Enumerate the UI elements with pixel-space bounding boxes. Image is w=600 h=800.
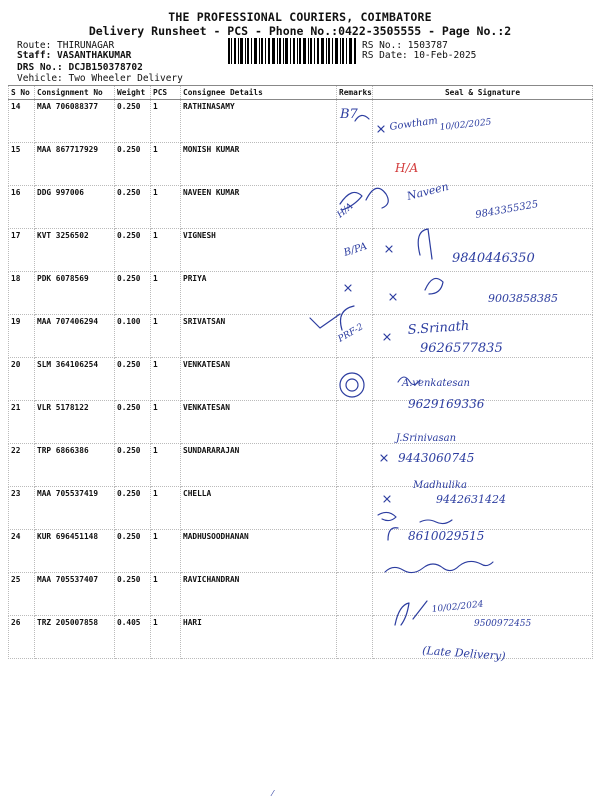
handwritten-phone: 9840446350 (452, 251, 535, 266)
runsheet-table (8, 85, 593, 659)
cell-consignee: MADHUSOODHANAN (181, 530, 337, 573)
cell-sno: 18 (9, 272, 35, 315)
table-row (9, 100, 593, 143)
handwritten-remark: H/A (335, 201, 356, 221)
table-row (9, 315, 593, 358)
table-row (9, 444, 593, 487)
cell-pcs: 1 (151, 573, 181, 616)
cell-remarks (337, 358, 373, 401)
table-row (9, 229, 593, 272)
cell-remarks (337, 143, 373, 186)
handwritten-signature: S.Srinath (407, 318, 470, 338)
cell-signature (373, 444, 593, 487)
col-header-weight: Weight (115, 86, 151, 100)
cell-weight: 0.405 (115, 616, 151, 659)
cell-signature (373, 487, 593, 530)
cell-consignee: PRIYA (181, 272, 337, 315)
cell-consignee: VENKATESAN (181, 401, 337, 444)
cell-sno: 16 (9, 186, 35, 229)
cell-pcs: 1 (151, 444, 181, 487)
cell-pcs: 1 (151, 530, 181, 573)
handwritten-phone: 9843355325 (474, 199, 540, 221)
cell-remarks (337, 186, 373, 229)
handwritten-phone: 9003858385 (488, 292, 558, 305)
handwritten-signature: J.Srinivasan (396, 433, 457, 444)
col-header-pcs: PCS (151, 86, 181, 100)
cell-consignment: MAA 705537419 (35, 487, 115, 530)
cell-weight: 0.250 (115, 272, 151, 315)
handwritten-mark: H/A (395, 161, 419, 175)
cell-signature (373, 315, 593, 358)
handwritten-signature: Madhulika (413, 480, 467, 491)
col-header-signature: Seal & Signature (373, 86, 593, 100)
handwritten-signature: A.venkatesan (402, 378, 470, 389)
table-row (9, 573, 593, 616)
cell-signature (373, 143, 593, 186)
cell-weight: 0.250 (115, 487, 151, 530)
cell-consignee: RAVICHANDRAN (181, 573, 337, 616)
cell-weight: 0.250 (115, 401, 151, 444)
staff-field: Staff: VASANTHAKUMAR (17, 50, 132, 61)
col-header-remarks: Remarks (337, 86, 373, 100)
cell-consignment: KUR 696451148 (35, 530, 115, 573)
cell-pcs: 1 (151, 272, 181, 315)
handwritten-signature: Naveen (405, 180, 450, 203)
cell-pcs: 1 (151, 229, 181, 272)
cell-consignee: VENKATESAN (181, 358, 337, 401)
cell-pcs: 1 (151, 143, 181, 186)
cell-consignment: DDG 997006 (35, 186, 115, 229)
cell-weight: 0.250 (115, 186, 151, 229)
cell-weight: 0.250 (115, 229, 151, 272)
cell-pcs: 1 (151, 401, 181, 444)
cell-weight: 0.250 (115, 573, 151, 616)
cell-consignment: MAA 705537407 (35, 573, 115, 616)
handwritten-date: 10/02/2025 (439, 117, 492, 133)
handwritten-date: 10/02/2024 (431, 599, 484, 615)
runsheet-title: Delivery Runsheet - PCS - Phone No.:0422-3505555 - Page No.:2 (88, 24, 512, 38)
cell-consignee: HARI (181, 616, 337, 659)
rs-number-field: RS No.: 1503787 (362, 40, 448, 51)
cell-consignee: VIGNESH (181, 229, 337, 272)
table-row (9, 358, 593, 401)
cell-signature (373, 358, 593, 401)
stray-pen-mark: ⁄ (272, 789, 274, 798)
table-row (9, 530, 593, 573)
cell-signature (373, 186, 593, 229)
cell-consignment: MAA 707406294 (35, 315, 115, 358)
handwritten-phone: 9442631424 (436, 493, 506, 506)
col-header-sno: S No (9, 86, 35, 100)
cell-consignee: SUNDARARAJAN (181, 444, 337, 487)
cell-sno: 22 (9, 444, 35, 487)
handwritten-remark: PRF-2 (336, 322, 366, 345)
handwritten-signature: Gowtham (388, 115, 439, 133)
col-header-consignment: Consignment No (35, 86, 115, 100)
handwritten-phone: 9626577835 (420, 341, 503, 356)
table-row (9, 401, 593, 444)
cell-weight: 0.250 (115, 444, 151, 487)
cell-consignment: TRP 6866386 (35, 444, 115, 487)
route-field: Route: THIRUNAGAR (17, 40, 115, 51)
handwritten-note: (Late Delivery) (421, 644, 506, 663)
company-name: THE PROFESSIONAL COURIERS, COIMBATORE (168, 10, 432, 24)
cell-sno: 20 (9, 358, 35, 401)
cell-signature (373, 616, 593, 659)
cell-pcs: 1 (151, 487, 181, 530)
cell-consignment: VLR 5178122 (35, 401, 115, 444)
drs-field: DRS No.: DCJB150378702 (17, 62, 143, 73)
cell-consignee: MONISH KUMAR (181, 143, 337, 186)
cell-weight: 0.250 (115, 100, 151, 143)
cell-pcs: 1 (151, 315, 181, 358)
cell-signature (373, 401, 593, 444)
cell-pcs: 1 (151, 100, 181, 143)
table-row (9, 272, 593, 315)
cell-consignee: CHELLA (181, 487, 337, 530)
cell-consignment: MAA 706088377 (35, 100, 115, 143)
cell-consignee: NAVEEN KUMAR (181, 186, 337, 229)
cell-weight: 0.250 (115, 143, 151, 186)
cell-remarks (337, 100, 373, 143)
table-row (9, 186, 593, 229)
cell-weight: 0.250 (115, 358, 151, 401)
handwritten-remark: B7 (340, 107, 358, 122)
cell-pcs: 1 (151, 358, 181, 401)
cell-consignment: SLM 364106254 (35, 358, 115, 401)
handwritten-phone: 9500972455 (474, 619, 532, 629)
cell-consignee: SRIVATSAN (181, 315, 337, 358)
handwritten-phone: 9443060745 (398, 451, 475, 465)
handwritten-phone: 9629169336 (408, 397, 485, 411)
cell-remarks (337, 229, 373, 272)
cell-sno: 21 (9, 401, 35, 444)
cell-sno: 23 (9, 487, 35, 530)
rs-date-field: RS Date: 10-Feb-2025 (362, 50, 477, 61)
cell-signature (373, 229, 593, 272)
cell-remarks (337, 315, 373, 358)
table-row (9, 487, 593, 530)
cell-sno: 17 (9, 229, 35, 272)
cell-remarks (337, 272, 373, 315)
table-header-row (9, 86, 593, 100)
cell-consignment: TRZ 205007858 (35, 616, 115, 659)
cell-signature (373, 573, 593, 616)
table-row (9, 143, 593, 186)
cell-remarks (337, 573, 373, 616)
cell-sno: 26 (9, 616, 35, 659)
cell-sno: 15 (9, 143, 35, 186)
cell-sno: 25 (9, 573, 35, 616)
cell-weight: 0.250 (115, 530, 151, 573)
cell-consignment: MAA 867717929 (35, 143, 115, 186)
cell-pcs: 1 (151, 616, 181, 659)
cell-signature (373, 530, 593, 573)
cell-remarks (337, 530, 373, 573)
cell-signature (373, 272, 593, 315)
cell-signature (373, 100, 593, 143)
handwritten-phone: 8610029515 (408, 529, 485, 543)
cell-sno: 14 (9, 100, 35, 143)
cell-remarks (337, 616, 373, 659)
cell-remarks (337, 444, 373, 487)
col-header-consignee: Consignee Details (181, 86, 337, 100)
cell-remarks (337, 487, 373, 530)
vehicle-field: Vehicle: Two Wheeler Delivery (17, 73, 183, 84)
cell-consignee: RATHINASAMY (181, 100, 337, 143)
cell-remarks (337, 401, 373, 444)
cell-sno: 19 (9, 315, 35, 358)
handwritten-remark: B/PA (342, 241, 369, 259)
cell-consignment: KVT 3256502 (35, 229, 115, 272)
cell-weight: 0.100 (115, 315, 151, 358)
cell-sno: 24 (9, 530, 35, 573)
cell-pcs: 1 (151, 186, 181, 229)
cell-consignment: PDK 6078569 (35, 272, 115, 315)
table-row (9, 616, 593, 659)
barcode-icon (228, 38, 356, 64)
